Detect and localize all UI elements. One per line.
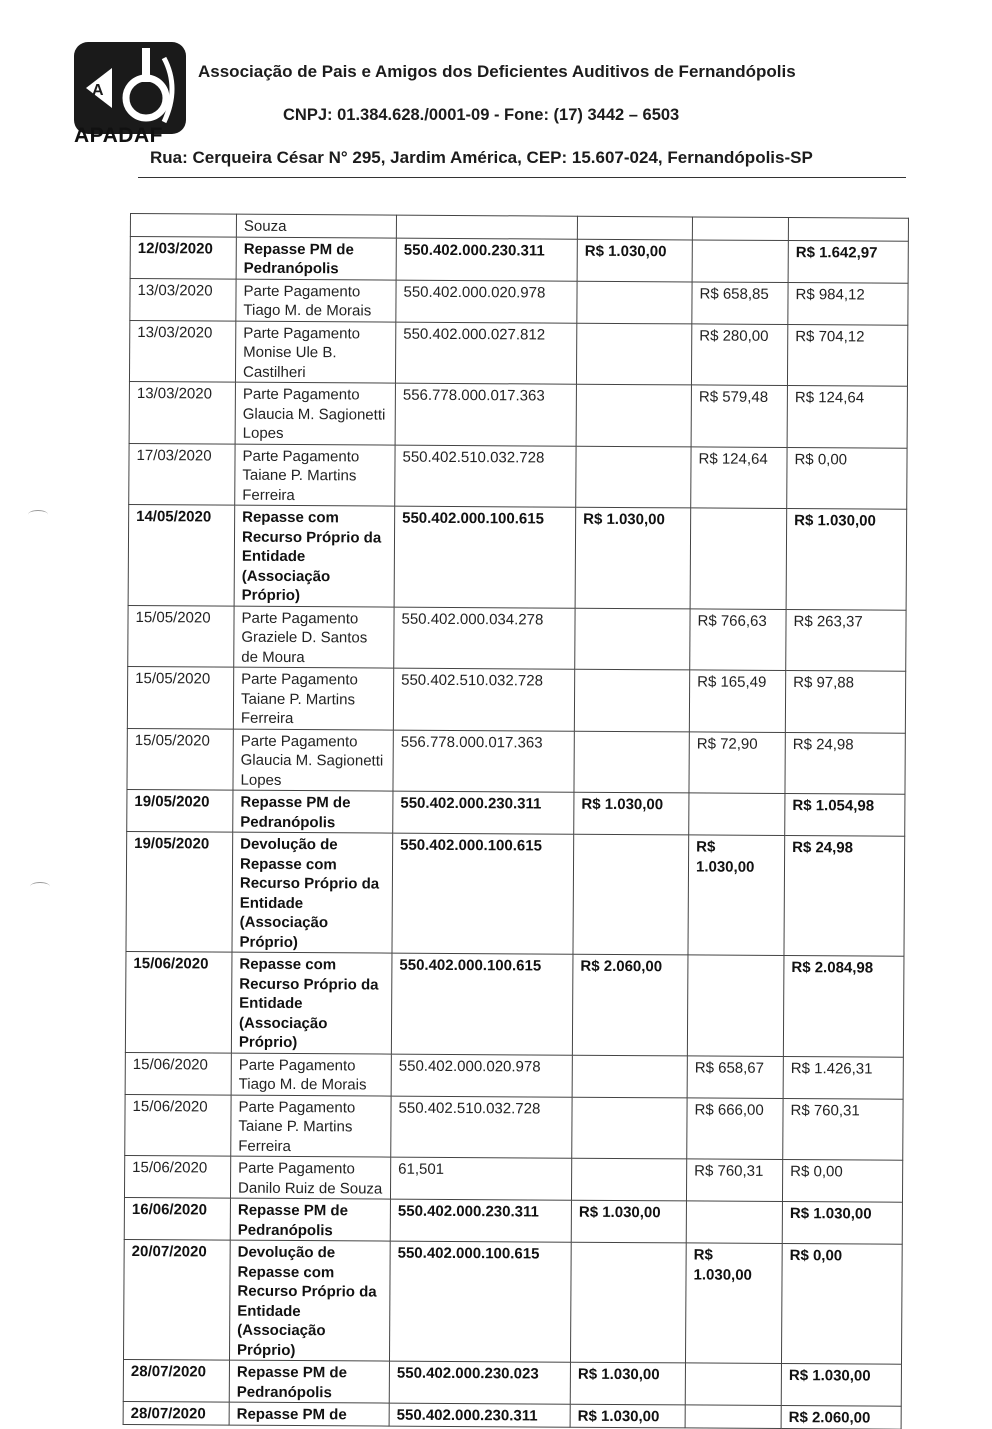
account-cell (396, 215, 577, 239)
account-cell: 550.402.000.020.978 (396, 280, 577, 323)
debit-cell: R$ 658,67 (687, 1055, 783, 1098)
history-cell: Parte Pagamento Graziele D. Santos de Moura (234, 606, 394, 668)
apadaf-logo (72, 40, 188, 136)
account-cell: 550.402.000.100.615 (389, 1241, 571, 1362)
debit-cell: R$ 165,49 (689, 670, 785, 732)
history-cell: Parte Pagamento Danilo Ruiz de Souza (230, 1156, 390, 1199)
date-cell: 15/05/2020 (128, 605, 234, 667)
account-cell: 61,501 (390, 1157, 571, 1200)
credit-cell (577, 281, 692, 324)
account-cell: 550.402.510.032.728 (393, 668, 574, 731)
credit-cell (573, 834, 689, 955)
account-cell: 556.778.000.017.363 (393, 730, 574, 793)
table-row (123, 1359, 901, 1406)
history-cell: Parte Pagamento Glaucia M. Sagionetti Lopes (235, 382, 395, 444)
credit-cell: R$ 2.060,00 (572, 954, 688, 1055)
table-row (125, 1052, 903, 1099)
account-cell: 550.402.000.230.311 (396, 238, 577, 281)
debit-cell: R$ 579,48 (691, 385, 787, 447)
credit-cell (577, 216, 692, 239)
balance-cell: R$ 97,88 (785, 671, 905, 733)
debit-cell (685, 1363, 781, 1406)
debit-cell: R$ 280,00 (691, 323, 787, 385)
table-row (128, 504, 907, 609)
date-cell: 14/05/2020 (128, 504, 235, 605)
table-row (127, 728, 905, 794)
account-cell: 550.402.000.100.615 (391, 953, 573, 1055)
table-row (129, 443, 907, 509)
history-cell: Parte Pagamento Taiane P. Martins Ferreira (233, 667, 393, 729)
history-cell: Devolução de Repasse com Recurso Próprio da Entidade (Associação Próprio) (232, 832, 393, 953)
balance-cell: R$ 984,12 (788, 282, 908, 325)
date-cell: 13/03/2020 (129, 381, 235, 443)
date-cell: 15/06/2020 (125, 951, 232, 1052)
punch-hole-mark (30, 882, 50, 891)
date-cell: 12/03/2020 (130, 236, 236, 279)
table-row (125, 1094, 903, 1160)
debit-cell: R$ 760,31 (686, 1159, 782, 1202)
debit-cell (685, 1405, 781, 1428)
date-cell: 13/03/2020 (130, 278, 236, 321)
account-cell: 550.402.000.034.278 (394, 607, 575, 670)
table-row (124, 1197, 902, 1244)
address-line: Rua: Cerqueira César N° 295, Jardim América, CEP: 15.607-024, Fernandópolis-SP (150, 148, 813, 167)
history-cell: Parte Pagamento Taiane P. Martins Ferreira (235, 444, 395, 506)
balance-cell: R$ 1.642,97 (788, 240, 908, 283)
balance-cell: R$ 1.426,31 (783, 1056, 903, 1099)
table-row (128, 605, 906, 671)
credit-cell (571, 1158, 686, 1201)
credit-cell (570, 1242, 686, 1363)
ledger-body (123, 214, 908, 1429)
debit-cell: R$ 766,63 (690, 608, 786, 670)
debit-cell: R$ 666,00 (687, 1097, 783, 1159)
balance-cell: R$ 760,31 (783, 1098, 903, 1160)
history-cell: Parte Pagamento Monise Ule B. Castilheri (235, 321, 395, 383)
account-cell: 550.402.000.230.023 (389, 1361, 570, 1404)
organization-name: Associação de Pais e Amigos dos Deficientes Auditivos de Fernandópolis (198, 62, 796, 81)
table-row (129, 320, 907, 386)
debit-cell (686, 1201, 782, 1244)
balance-cell: R$ 1.030,00 (782, 1202, 902, 1245)
account-cell: 550.402.510.032.728 (395, 445, 576, 508)
date-cell: 15/06/2020 (124, 1155, 230, 1198)
date-cell: 13/03/2020 (129, 320, 235, 382)
balance-cell: R$ 2.084,98 (783, 956, 904, 1057)
history-cell: Parte Pagamento Tiago M. de Morais (236, 279, 396, 322)
balance-cell: R$ 1.054,98 (785, 794, 905, 837)
logo-wordmark: APADAF (74, 124, 163, 147)
credit-cell: R$ 1.030,00 (574, 792, 689, 835)
credit-cell: R$ 1.030,00 (575, 507, 691, 608)
credit-cell (576, 446, 691, 508)
balance-cell: R$ 0,00 (787, 447, 907, 509)
debit-cell: R$ 124,64 (691, 446, 787, 508)
svg-text:A: A (92, 82, 104, 99)
debit-cell (687, 955, 784, 1056)
credit-cell: R$ 1.030,00 (577, 239, 692, 282)
date-cell: 15/05/2020 (127, 728, 233, 790)
date-cell: 28/07/2020 (123, 1401, 229, 1424)
history-cell: Souza (236, 214, 396, 237)
debit-cell (690, 508, 787, 609)
credit-cell (574, 731, 689, 793)
balance-cell: R$ 24,98 (785, 732, 905, 794)
credit-cell (575, 608, 690, 670)
debit-cell: R$ 1.030,00 (685, 1243, 782, 1364)
table-row (129, 381, 907, 447)
table-row (124, 1155, 902, 1202)
debit-cell (692, 239, 788, 282)
history-cell: Parte Pagamento Tiago M. de Morais (231, 1053, 391, 1096)
account-cell: 550.402.000.230.311 (390, 1199, 571, 1242)
history-cell: Repasse PM de Pedranópolis (230, 1198, 390, 1241)
ledger-table (123, 213, 909, 1429)
punch-hole-mark (28, 510, 48, 519)
table-row (123, 1401, 901, 1428)
date-cell: 19/05/2020 (126, 831, 233, 952)
credit-cell: R$ 1.030,00 (571, 1200, 686, 1243)
history-cell: Devolução de Repasse com Recurso Próprio da Entidade (Associação Próprio) (229, 1240, 390, 1361)
balance-cell: R$ 263,37 (786, 609, 906, 671)
date-cell: 17/03/2020 (129, 443, 235, 505)
account-cell: 550.402.000.230.311 (389, 1403, 570, 1427)
balance-cell: R$ 704,12 (787, 324, 907, 386)
history-cell: Repasse com Recurso Próprio da Entidade (Associação Próprio) (234, 505, 395, 606)
date-cell: 19/05/2020 (127, 789, 233, 832)
table-row (130, 236, 908, 283)
balance-cell: R$ 1.030,00 (786, 509, 907, 610)
account-cell: 550.402.000.020.978 (391, 1054, 572, 1097)
date-cell: 20/07/2020 (123, 1239, 230, 1360)
credit-cell (576, 384, 691, 446)
date-cell (130, 214, 236, 237)
debit-cell: R$ 1.030,00 (688, 835, 785, 956)
account-cell: 550.402.000.100.615 (392, 833, 574, 954)
table-row (127, 666, 905, 732)
balance-cell: R$ 24,98 (784, 836, 905, 957)
date-cell: 16/06/2020 (124, 1197, 230, 1240)
debit-cell: R$ 658,85 (692, 281, 788, 324)
history-cell: Repasse PM de (229, 1402, 389, 1425)
header-divider (138, 177, 906, 178)
account-cell: 550.402.000.100.615 (394, 506, 576, 608)
debit-cell: R$ 72,90 (689, 731, 785, 793)
history-cell: Repasse PM de Pedranópolis (236, 237, 396, 280)
table-row (127, 789, 905, 836)
date-cell: 28/07/2020 (123, 1359, 229, 1402)
debit-cell (689, 793, 785, 836)
table-row (130, 278, 908, 325)
ear-logo-icon (72, 40, 188, 136)
account-cell: 550.402.000.230.311 (393, 791, 574, 834)
credit-cell (576, 323, 691, 385)
date-cell: 15/06/2020 (125, 1094, 231, 1156)
history-cell: Repasse com Recurso Próprio da Entidade (Associação Próprio) (231, 952, 392, 1053)
debit-cell (692, 217, 788, 240)
history-cell: Parte Pagamento Glaucia M. Sagionetti Lopes (233, 729, 393, 791)
credit-cell (574, 669, 689, 731)
history-cell: Parte Pagamento Taiane P. Martins Ferreira (231, 1095, 391, 1157)
history-cell: Repasse PM de Pedranópolis (229, 1360, 389, 1403)
account-cell: 550.402.000.027.812 (395, 322, 576, 385)
history-cell: Repasse PM de Pedranópolis (233, 790, 393, 833)
balance-cell: R$ 2.060,00 (781, 1406, 901, 1429)
credit-cell (572, 1097, 687, 1159)
balance-cell: R$ 1.030,00 (781, 1364, 901, 1407)
cnpj-phone-line: CNPJ: 01.384.628./0001-09 - Fone: (17) 3442 – 6503 (283, 106, 680, 124)
table-row (126, 831, 905, 956)
letterhead (0, 0, 992, 190)
table-row (125, 951, 904, 1056)
balance-cell: R$ 0,00 (781, 1244, 902, 1365)
table-row (123, 1239, 902, 1364)
credit-cell: R$ 1.030,00 (570, 1404, 685, 1427)
date-cell: 15/05/2020 (127, 666, 233, 728)
date-cell: 15/06/2020 (125, 1052, 231, 1095)
account-cell: 556.778.000.017.363 (395, 383, 576, 446)
balance-cell: R$ 124,64 (787, 386, 907, 448)
balance-cell: R$ 0,00 (782, 1160, 902, 1203)
credit-cell (572, 1055, 687, 1098)
account-cell: 550.402.510.032.728 (391, 1096, 572, 1159)
credit-cell: R$ 1.030,00 (570, 1362, 685, 1405)
balance-cell (788, 218, 908, 241)
